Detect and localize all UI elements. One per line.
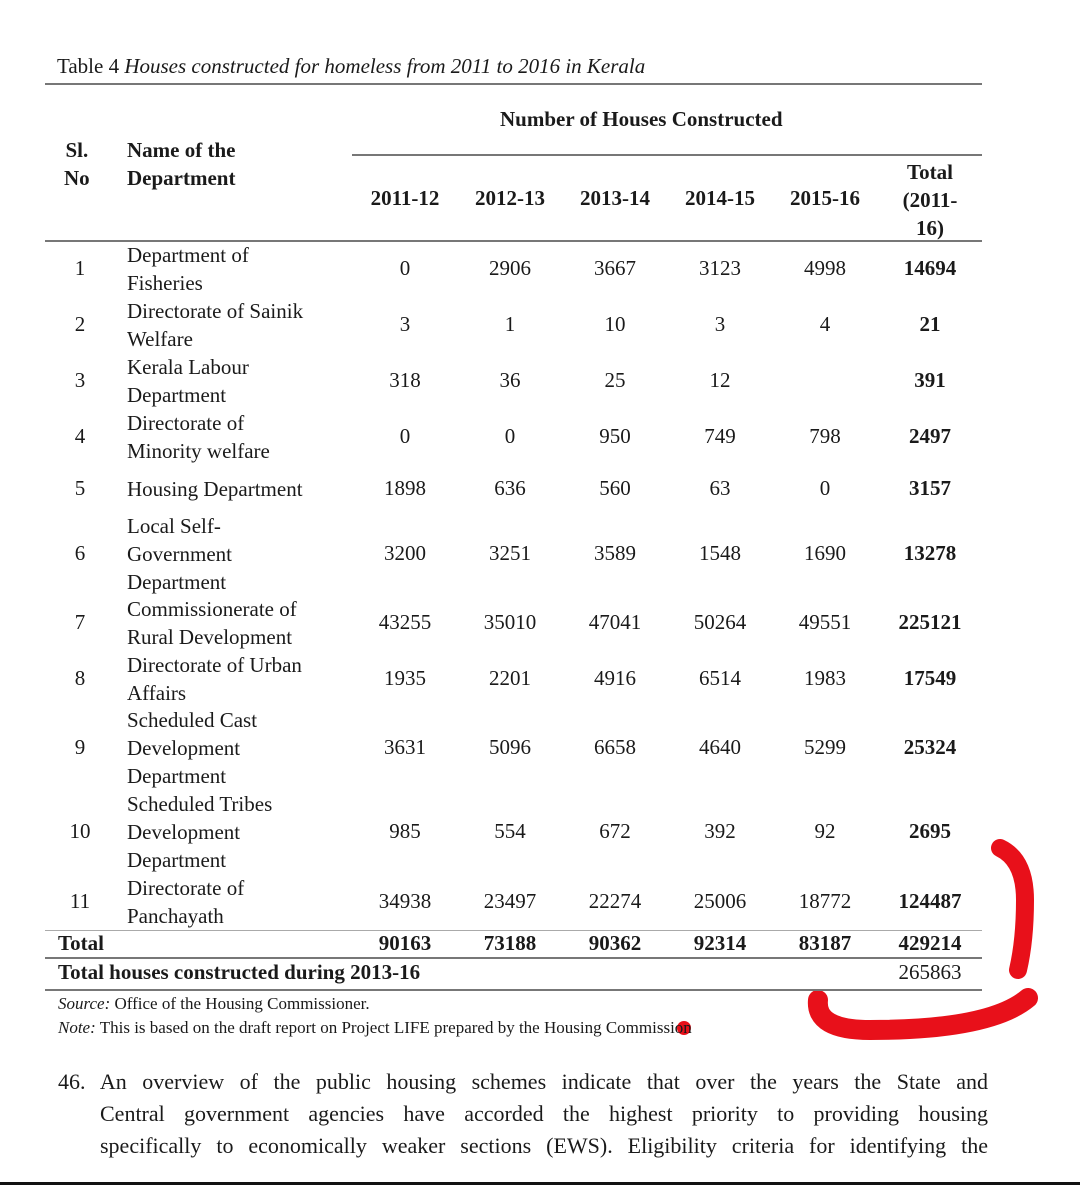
row-total: 124487: [898, 889, 962, 913]
row-value: 1548: [699, 541, 741, 565]
row-value: 0: [399, 256, 411, 280]
row-value: 2906: [489, 256, 531, 280]
paragraph-line: Central government agencies have accorded the highest priority to providing housing: [100, 1101, 988, 1126]
paragraph-text: An overview of the public housing schemes indicate that over the years the State and: [99, 1069, 988, 1094]
department-name-line: Panchayath: [127, 904, 224, 928]
paragraph-line: [58, 1066, 988, 1098]
row-value: 43255: [378, 610, 432, 634]
row-value: 3631: [384, 735, 426, 759]
header-line: 16): [916, 216, 944, 240]
row-value: 672: [599, 819, 631, 843]
total-2013-16-label: Total houses constructed during 2013-16: [58, 960, 421, 984]
row-sl-no: 4: [74, 424, 86, 448]
row-sl-no: 6: [74, 541, 86, 565]
source-note: [58, 994, 370, 1014]
caption-title: Houses constructed for homeless from 2011 to 2016 in Kerala: [124, 54, 646, 78]
row-value: 22274: [588, 889, 642, 913]
row-value: 749: [704, 424, 736, 448]
row-total: 225121: [898, 610, 962, 634]
row-value: 1983: [804, 666, 846, 690]
row-value: 4: [819, 312, 831, 336]
row-value: 25006: [693, 889, 747, 913]
source-text: Office of the Housing Commissioner.: [114, 994, 370, 1013]
row-value: 1: [504, 312, 516, 336]
row-value: 4640: [699, 735, 741, 759]
row-department-name: [127, 874, 347, 930]
header-line: (2011-: [902, 188, 958, 212]
year-header: 2014-15: [685, 186, 755, 210]
row-department-name: [127, 297, 347, 353]
row-value: 1935: [384, 666, 426, 690]
row-sl-no: 2: [74, 312, 86, 336]
row-sl-no: 8: [74, 666, 86, 690]
row-total: 14694: [903, 256, 957, 280]
row-value: 3589: [594, 541, 636, 565]
row-department-name: [127, 353, 347, 409]
department-name-line: Directorate of Urban: [127, 653, 302, 677]
row-value: 4916: [594, 666, 636, 690]
total-value: 83187: [798, 931, 852, 955]
total-value: 90362: [588, 931, 642, 955]
divider: [45, 83, 982, 85]
row-value: 3667: [594, 256, 636, 280]
row-sl-no: 7: [74, 610, 86, 634]
total-2013-16-value: 265863: [898, 960, 962, 984]
department-header: [127, 136, 235, 192]
grand-total: 429214: [898, 931, 962, 955]
paragraph-number: 46.: [58, 1069, 86, 1094]
divider: [45, 957, 982, 959]
row-value: 1898: [384, 476, 426, 500]
department-name-line: Kerala Labour: [127, 355, 249, 379]
row-sl-no: 1: [74, 256, 86, 280]
row-value: 560: [599, 476, 631, 500]
department-name-line: Rural Development: [127, 625, 293, 649]
row-department-name: [127, 790, 347, 874]
paragraph-line: specifically to economically weaker sections (EWS). Eligibility criteria for identifying the: [100, 1133, 988, 1158]
note: [58, 1018, 692, 1038]
department-name-line: Local Self-: [127, 514, 221, 538]
row-value: 392: [704, 819, 736, 843]
row-value: 10: [604, 312, 626, 336]
year-header: 2012-13: [475, 186, 545, 210]
total-row-label: Total: [58, 931, 104, 955]
source-label: Source:: [58, 994, 111, 1013]
row-value: 2201: [489, 666, 531, 690]
department-name-line: Commissionerate of: [127, 597, 297, 621]
row-total: 2497: [909, 424, 951, 448]
row-department-name: [127, 512, 347, 596]
department-name-line: Welfare: [127, 327, 193, 351]
header-line: Total: [907, 160, 953, 184]
header-line: No: [64, 166, 90, 190]
row-value: 18772: [798, 889, 852, 913]
red-bracket-stroke: [1000, 848, 1025, 970]
divider: [352, 154, 982, 156]
row-value: 3: [714, 312, 726, 336]
row-value: 6514: [699, 666, 741, 690]
year-header: 2011-12: [370, 186, 440, 210]
department-name-line: Fisheries: [127, 271, 203, 295]
row-total: 13278: [903, 541, 957, 565]
row-value: 636: [494, 476, 526, 500]
row-value: 5299: [804, 735, 846, 759]
row-total: 25324: [903, 735, 957, 759]
row-value: 47041: [588, 610, 642, 634]
note-text: This is based on the draft report on Project LIFE prepared by the Housing Commission: [99, 1018, 692, 1037]
row-total: 17549: [903, 666, 957, 690]
row-sl-no: 10: [69, 819, 91, 843]
header-line: Sl.: [65, 138, 89, 162]
row-total: 391: [914, 368, 946, 392]
row-value: 3: [399, 312, 411, 336]
row-value: 554: [494, 819, 526, 843]
row-value: 0: [399, 424, 411, 448]
note-label: Note:: [58, 1018, 96, 1037]
total-value: 73188: [483, 931, 537, 955]
group-header: Number of Houses Constructed: [500, 107, 783, 131]
row-value: 3251: [489, 541, 531, 565]
department-name-line: Directorate of: [127, 411, 245, 435]
paragraph-46: [58, 1066, 988, 1162]
department-name-line: Development: [127, 820, 241, 844]
department-name-line: Department: [127, 848, 227, 872]
row-value: 49551: [798, 610, 852, 634]
row-value: 798: [809, 424, 841, 448]
department-name-line: Scheduled Cast: [127, 708, 258, 732]
row-value: 318: [389, 368, 421, 392]
department-name-line: Scheduled Tribes: [127, 792, 273, 816]
row-value: 25: [604, 368, 626, 392]
row-sl-no: 5: [74, 476, 86, 500]
row-department-name: [127, 651, 347, 707]
row-value: 3200: [384, 541, 426, 565]
row-total: 21: [919, 312, 941, 336]
row-value: 63: [709, 476, 731, 500]
department-name-line: Development: [127, 736, 241, 760]
row-value: 1690: [804, 541, 846, 565]
row-value: 0: [504, 424, 516, 448]
row-sl-no: 11: [69, 889, 91, 913]
table-caption: [57, 54, 645, 79]
row-value: 23497: [483, 889, 537, 913]
total-value: 92314: [693, 931, 747, 955]
row-department-name: [127, 595, 347, 651]
department-name-line: Minority welfare: [127, 439, 270, 463]
row-value: 985: [389, 819, 421, 843]
row-value: 35010: [483, 610, 537, 634]
year-header: 2015-16: [790, 186, 860, 210]
row-value: 12: [709, 368, 731, 392]
row-sl-no: 3: [74, 368, 86, 392]
year-header: 2013-14: [580, 186, 650, 210]
department-name-line: Department: [127, 383, 227, 407]
sl-no-header: [64, 136, 90, 192]
row-value: 0: [819, 476, 831, 500]
total-header: [880, 158, 980, 242]
row-value: 6658: [594, 735, 636, 759]
department-name-line: Housing Department: [127, 477, 303, 501]
row-value: 4998: [804, 256, 846, 280]
row-sl-no: 9: [74, 735, 86, 759]
row-department-name: [127, 475, 347, 503]
department-name-line: Department: [127, 570, 227, 594]
header-line: Department: [127, 166, 236, 190]
row-total: 2695: [909, 819, 951, 843]
department-name-line: Department: [127, 764, 227, 788]
caption-label: Table 4: [57, 54, 120, 78]
row-total: 3157: [909, 476, 951, 500]
row-department-name: [127, 241, 347, 297]
divider: [45, 989, 982, 991]
department-name-line: Affairs: [127, 681, 187, 705]
total-value: 90163: [378, 931, 432, 955]
department-name-line: Directorate of Sainik: [127, 299, 304, 323]
header-line: Name of the: [127, 138, 236, 162]
row-value: 5096: [489, 735, 531, 759]
row-value: 3123: [699, 256, 741, 280]
department-name-line: Government: [127, 542, 232, 566]
row-value: 36: [499, 368, 521, 392]
department-name-line: Department of: [127, 243, 249, 267]
red-underline-stroke: [818, 998, 1028, 1030]
row-value: 92: [814, 819, 836, 843]
department-name-line: Directorate of: [127, 876, 245, 900]
row-department-name: [127, 706, 347, 790]
row-value: 950: [599, 424, 631, 448]
row-value: 34938: [378, 889, 432, 913]
row-department-name: [127, 409, 347, 465]
row-value: 50264: [693, 610, 747, 634]
